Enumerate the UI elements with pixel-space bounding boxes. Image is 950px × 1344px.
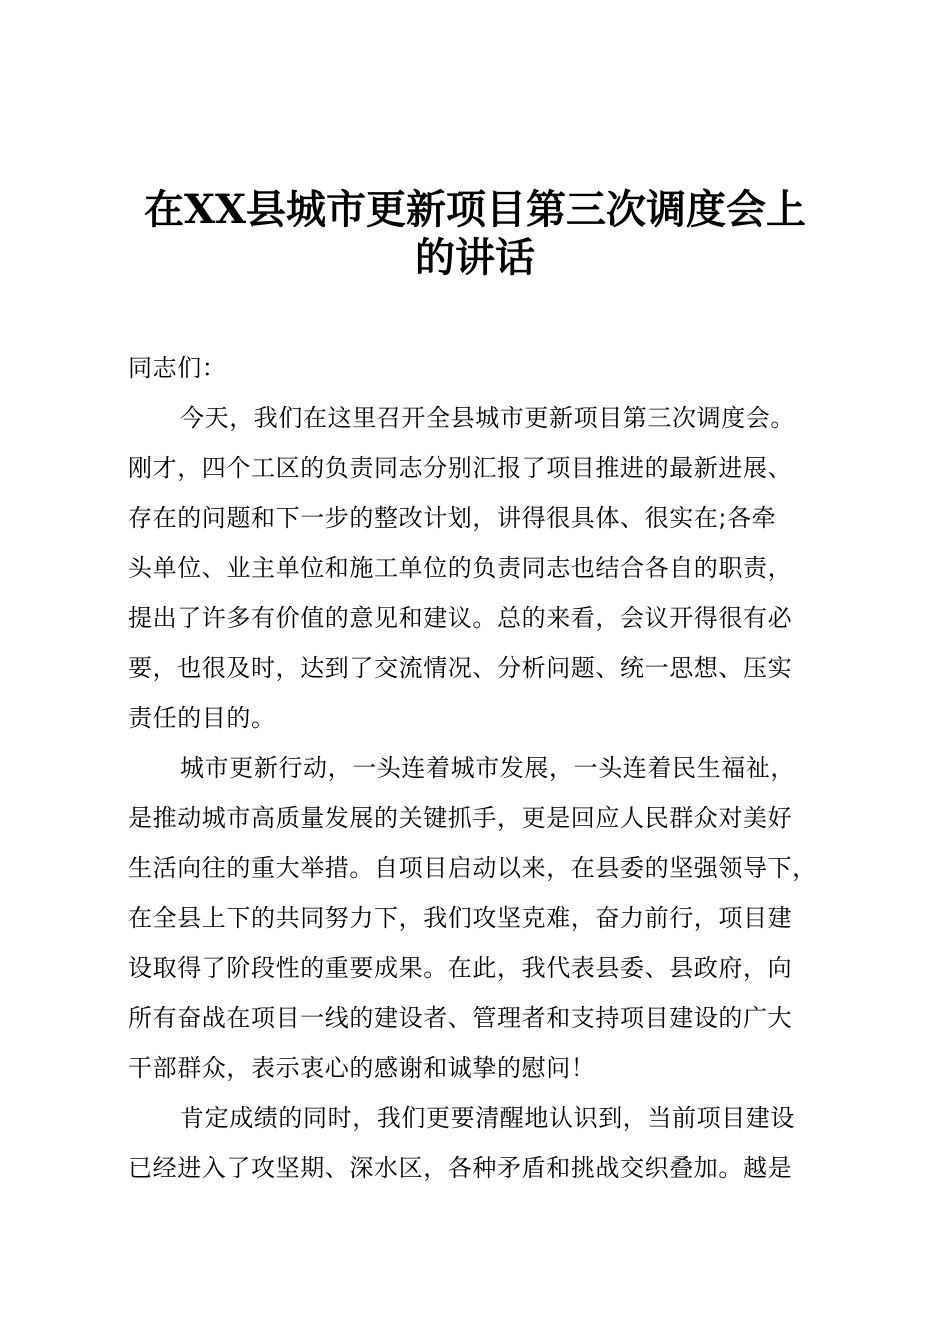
title-line-2: 的讲话 (415, 234, 535, 281)
paragraph-line: 生活向往的重大举措。自项目启动以来，在县委的坚强领导下， (128, 854, 817, 882)
paragraph-line: 肯定成绩的同时，我们更要清醒地认识到，当前项目建设 (180, 1104, 795, 1132)
paragraph-line: 城市更新行动，一头连着城市发展，一头连着民生福祉， (180, 754, 795, 782)
title-line-1: 在XX县城市更新项目第三次调度会上 (143, 186, 807, 233)
paragraph-3 (128, 1093, 858, 1193)
paragraph-line: 设取得了阶段性的重要成果。在此，我代表县委、县政府，向 (128, 954, 793, 982)
paragraph-line: 提出了许多有价值的意见和建议。总的来看，会议开得很有必 (128, 604, 793, 632)
document-title (0, 186, 950, 282)
document-body (128, 343, 858, 1193)
paragraph-line: 在全县上下的共同努力下，我们攻坚克难，奋力前行，项目建 (128, 904, 793, 932)
paragraph-line: 头单位、业主单位和施工单位的负责同志也结合各自的职责， (128, 554, 793, 582)
paragraph-2 (128, 743, 858, 1093)
paragraph-line: 干部群众，表示衷心的感谢和诚挚的慰问！ (128, 1054, 596, 1082)
paragraph-line: 刚才，四个工区的负责同志分别汇报了项目推进的最新进展、 (128, 454, 793, 482)
paragraph-1 (128, 393, 858, 743)
salutation: 同志们： (128, 354, 227, 382)
paragraph-line: 是推动城市高质量发展的关键抓手，更是回应人民群众对美好 (128, 804, 793, 832)
paragraph-line: 存在的问题和下一步的整改计划，讲得很具体、很实在;各牵 (128, 504, 777, 532)
paragraph-line: 所有奋战在项目一线的建设者、管理者和支持项目建设的广大 (128, 1004, 793, 1032)
paragraph-line: 要，也很及时，达到了交流情况、分析问题、统一思想、压实 (128, 654, 793, 682)
paragraph-line: 已经进入了攻坚期、深水区，各种矛盾和挑战交织叠加。越是 (128, 1154, 793, 1182)
paragraph-line: 责任的目的。 (128, 704, 276, 732)
paragraph-line: 今天，我们在这里召开全县城市更新项目第三次调度会。 (180, 404, 795, 432)
